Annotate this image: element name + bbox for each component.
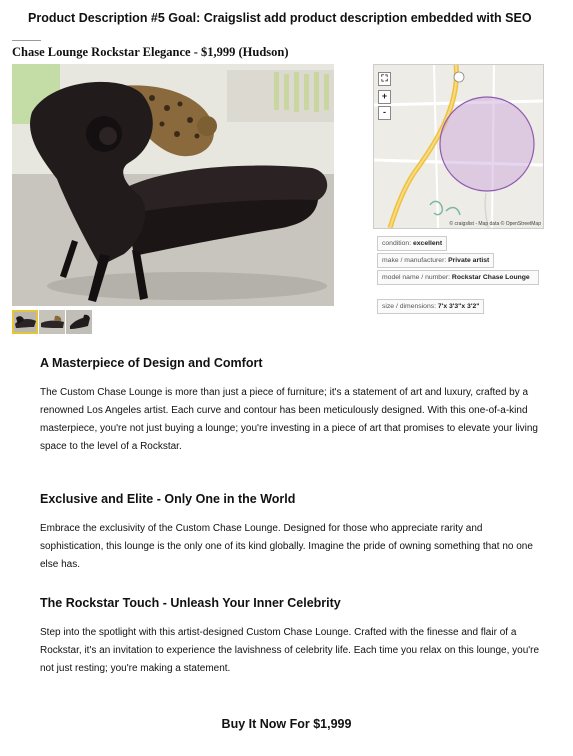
attr-condition [377, 236, 447, 251]
section-body: The Custom Chase Lounge is more than just a piece of furniture; it's a statement of art and luxury, crafted by a renowned Los Angeles artist. Each curve and contour has been meticulously designed. With this one-of-a-kind masterpiece, you're not just buying a lounge; you're investing in a piece of art that promises to elevate your living space to the level of a Rockstar. [40, 387, 538, 452]
attr-value: excellent [413, 240, 443, 247]
section-body: Embrace the exclusivity of the Custom Chase Lounge. Designed for those who appreciate rarity and sophistication, this lounge is the only one of its kind globally. Imagine the pride of owning something that no one else has. [40, 523, 533, 570]
photo-thumbnails [12, 310, 92, 334]
section-heading: A Masterpiece of Design and Comfort [40, 356, 263, 370]
attr-label: make / manufacturer: [382, 257, 447, 264]
attr-value: 7'x 3'3"x 3'2" [437, 303, 480, 310]
attr-label: condition: [382, 240, 412, 247]
attr-model [377, 270, 539, 285]
attr-make [377, 253, 494, 268]
attr-size [377, 299, 484, 314]
thumbnail-3[interactable] [66, 310, 92, 334]
thumbnail-1[interactable] [12, 310, 38, 334]
document-title: Product Description #5 Goal: Craigslist add product description embedded with SEO [28, 11, 532, 25]
attr-value: Private artist [448, 257, 490, 264]
location-map[interactable] [373, 64, 544, 229]
section-heading: Exclusive and Elite - Only One in the World [40, 492, 296, 506]
attr-value: Rockstar Chase Lounge [451, 274, 530, 281]
product-photo[interactable] [12, 64, 334, 306]
header-divider [12, 40, 41, 41]
zoom-in-button[interactable]: + [378, 90, 391, 104]
thumbnail-2[interactable] [39, 310, 65, 334]
map-attribution: © craigslist - Map data © OpenStreetMap [449, 221, 541, 227]
fullscreen-button[interactable]: ⛶ [378, 72, 391, 86]
section-body: Step into the spotlight with this artist-designed Custom Chase Lounge. Crafted with the finesse and flair of a Rockstar, it's an invitation to experience the lavishness of celebrity life. Each time you relax on this lounge, you're not just resting; you're making a statement. [40, 627, 540, 674]
buy-now-callout: Buy It Now For $1,999 [221, 717, 352, 731]
zoom-out-button[interactable]: - [378, 106, 391, 120]
attr-label: model name / number: [382, 274, 451, 281]
listing-heading: Chase Lounge Rockstar Elegance - $1,999 (Hudson) [12, 45, 289, 59]
section-heading: The Rockstar Touch - Unleash Your Inner Celebrity [40, 596, 341, 610]
attr-label: size / dimensions: [382, 303, 437, 310]
